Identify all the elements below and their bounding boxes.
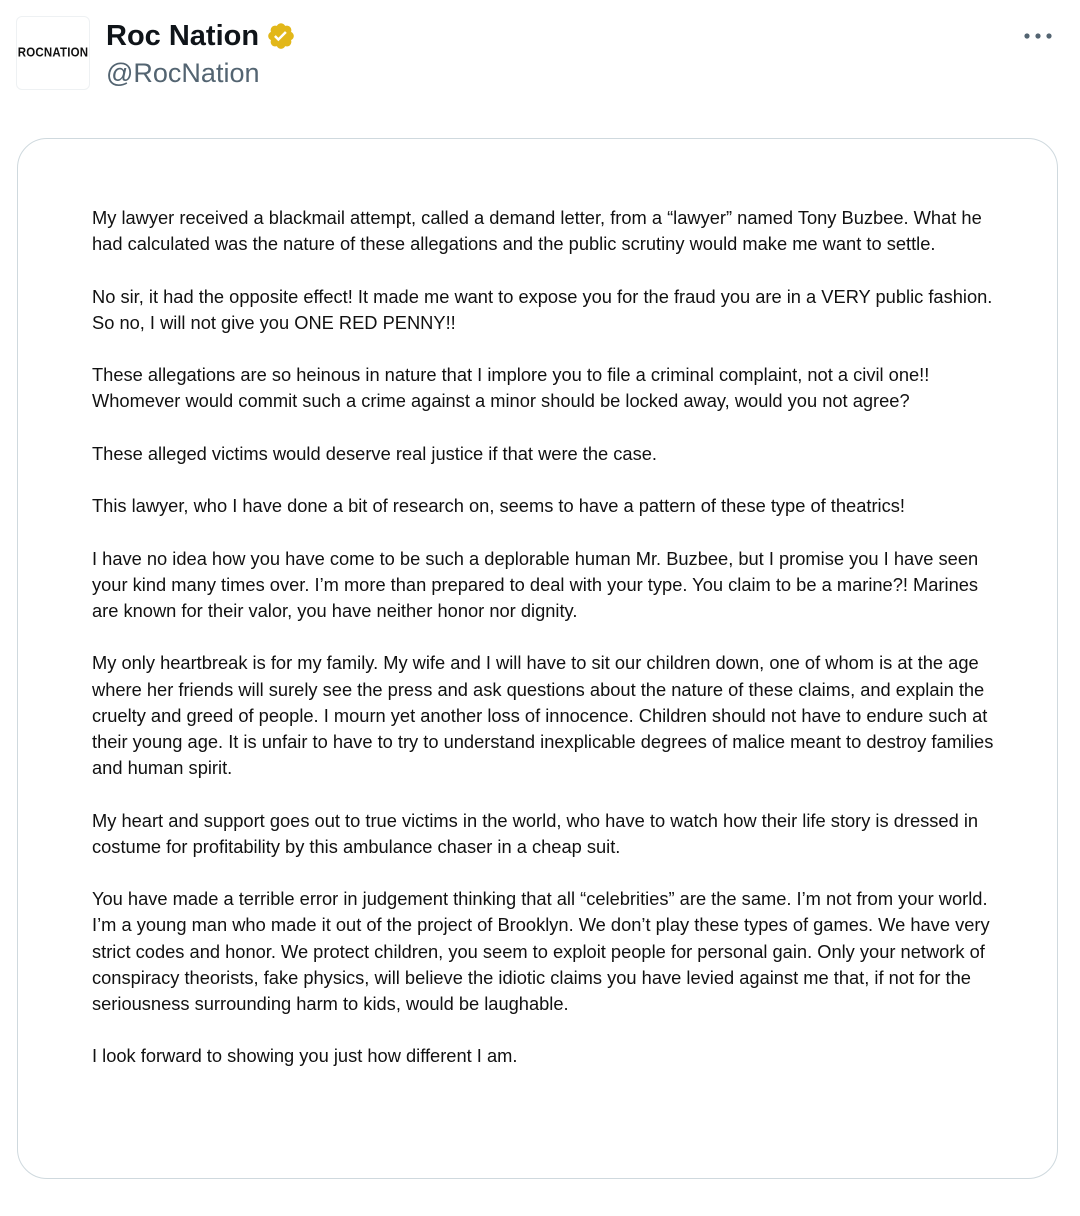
statement-paragraph: These allegations are so heinous in nature that I implore you to file a criminal complaint, not a civil one!! Whomever would commit such a crime against a minor should be locked away, would you not agree?	[92, 364, 930, 412]
author-handle[interactable]: @RocNation	[106, 58, 260, 88]
more-options-button[interactable]	[1018, 22, 1058, 50]
avatar[interactable]	[16, 16, 90, 90]
avatar-logo-text: ROCNATION	[17, 46, 89, 60]
statement-paragraph: I look forward to showing you just how different I am.	[92, 1045, 518, 1067]
author-name-row	[106, 16, 296, 56]
more-options-icon	[1023, 32, 1053, 40]
tweet-media-image[interactable]	[17, 138, 1058, 1179]
statement-paragraph: My only heartbreak is for my family. My wife and I will have to sit our children down, one of whom is at the age where her friends will surely see the press and ask questions about the nature of these claims, and explain the cruelty and greed of people. I mourn yet another loss of innocence. Children should not have to endure such at their young age. It is unfair to have to try to understand inexplicable degrees of malice meant to destroy families and human spirit.	[92, 652, 994, 779]
tweet-header	[0, 0, 1080, 110]
author-display-name[interactable]: Roc Nation	[106, 20, 260, 52]
statement-paragraph: These alleged victims would deserve real justice if that were the case.	[92, 442, 657, 464]
statement-text	[92, 205, 1002, 1096]
statement-paragraph: No sir, it had the opposite effect! It made me want to expose you for the fraud you are in a VERY public fashion. So no, I will not give you ONE RED PENNY!!	[92, 285, 993, 333]
statement-paragraph: My heart and support goes out to true victims in the world, who have to watch how their life story is dressed in costume for profitability by this ambulance chaser in a cheap suit.	[92, 809, 979, 857]
statement-paragraph: I have no idea how you have come to be such a deplorable human Mr. Buzbee, but I promise you I have seen your kind many times over. I’m more than prepared to deal with your type. You claim to be a marine?! Marines are known for their valor, you have neither honor nor dignity.	[92, 547, 979, 621]
statement-paragraph: My lawyer received a blackmail attempt, called a demand letter, from a “lawyer” named Tony Buzbee. What he had calculated was the nature of these allegations and the public scrutiny would make me want to settle.	[92, 207, 982, 255]
statement-paragraph: This lawyer, who I have done a bit of research on, seems to have a pattern of these type of theatrics!	[92, 495, 905, 517]
statement-paragraph: You have made a terrible error in judgement thinking that all “celebrities” are the same. I’m not from your world. I’m a young man who made it out of the project of Brooklyn. We don’t play these types of games. We have very strict codes and honor. We protect children, you seem to exploit people for personal gain. Only your network of conspiracy theorists, fake physics, will believe the idiotic claims you have levied against me that, if not for the seriousness surrounding harm to kids, would be laughable.	[92, 888, 990, 1014]
verified-badge-icon	[266, 21, 296, 51]
